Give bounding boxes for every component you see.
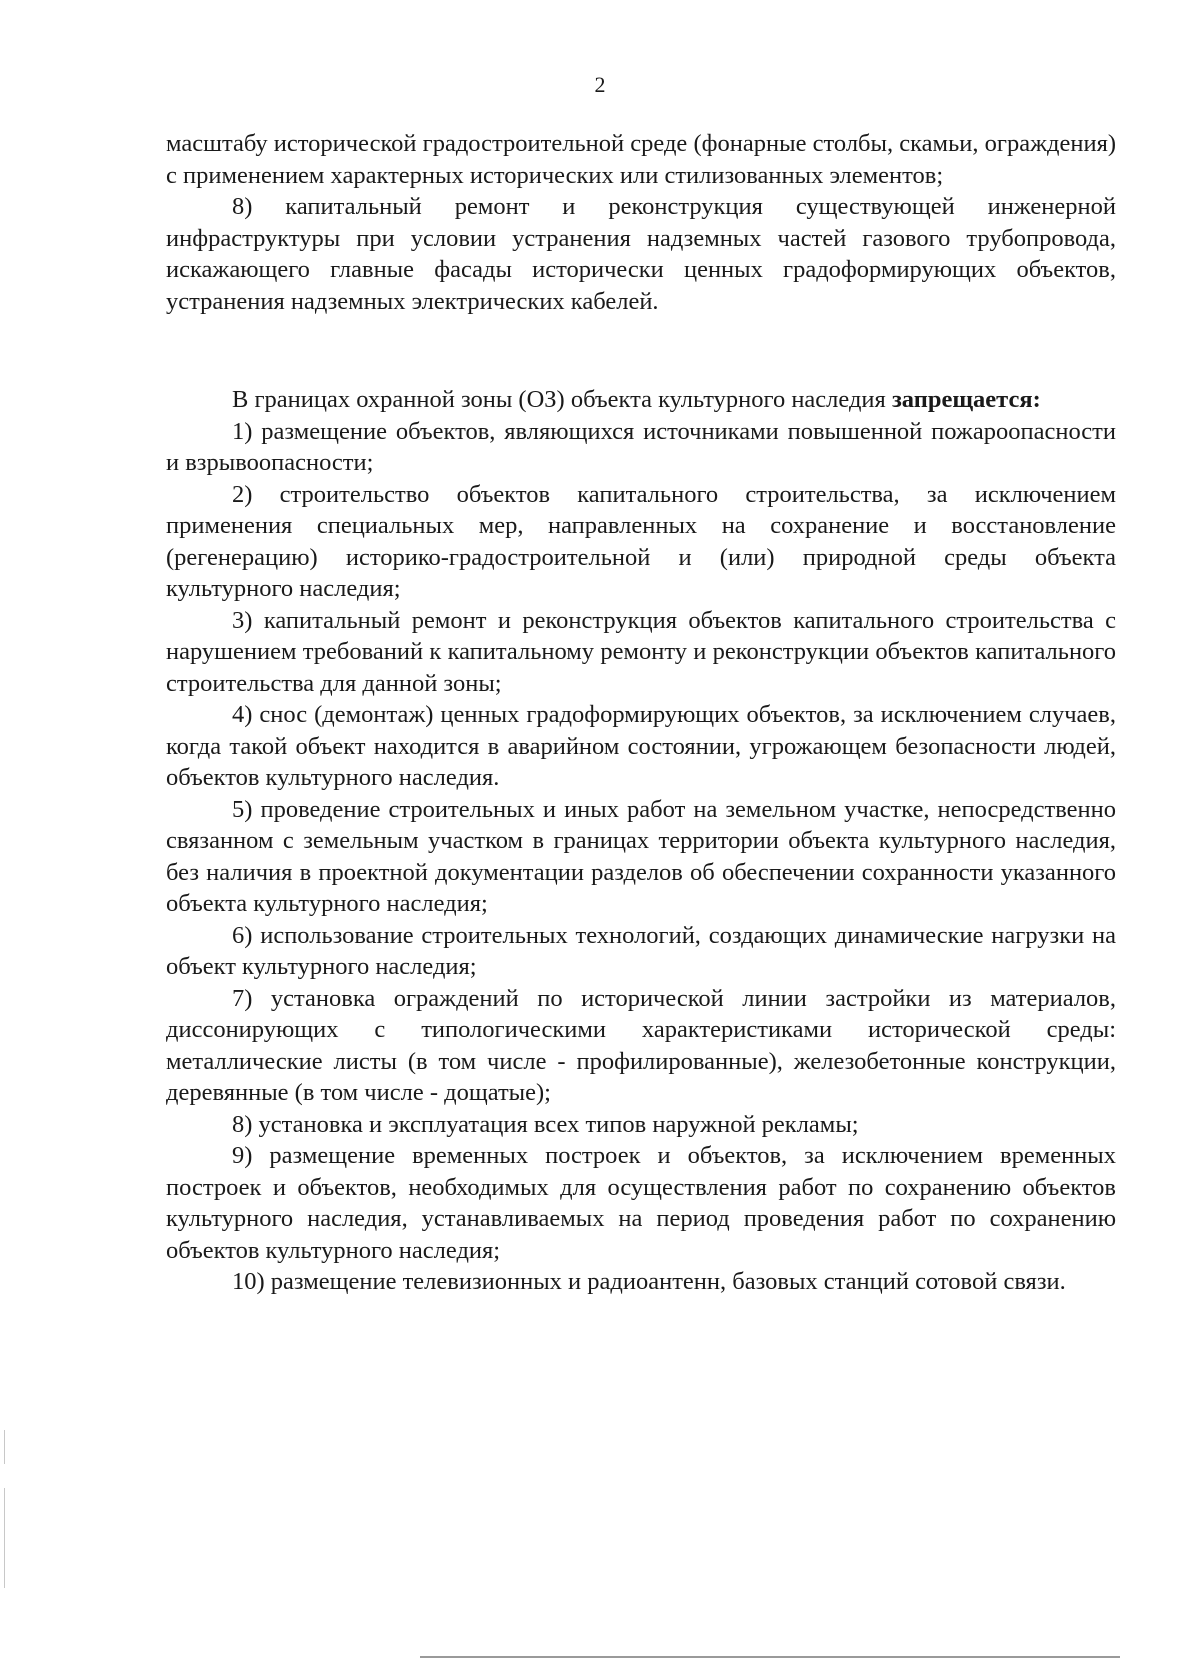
list-item: 6) использование строительных технологий, создающих динамические нагрузки на объект культурного наследия;	[166, 921, 1116, 980]
list-item: 10) размещение телевизионных и радиоантенн, базовых станций сотовой связи.	[232, 1268, 1066, 1295]
list-item: 8) капитальный ремонт и реконструкция существующей инженерной инфраструктуры при условии устранения надземных частей газового трубопровода, искажающего главные фасады исторически ценных градоформирующих объектов, устранения надземных электрических кабелей.	[166, 193, 1116, 315]
list-item: 9) размещение временных построек и объектов, за исключением временных построек и объектов, необходимых для осуществления работ по сохранению объектов культурного наследия, устанавливаемых на период проведения работ по сохранению объектов культурного наследия;	[166, 1142, 1116, 1264]
list-item: 2) строительство объектов капитального строительства, за исключением применения специальных мер, направленных на сохранение и восстановление (регенерацию) историко-градостроительной и (или) природной среды объекта культурного наследия;	[166, 480, 1116, 602]
zone-intro-bold: запрещается:	[891, 386, 1041, 413]
zone-intro-text: В границах охранной зоны (ОЗ) объекта культурного наследия	[232, 386, 886, 413]
list-item: 3) капитальный ремонт и реконструкция объектов капитального строительства с нарушением требований к капитальному ремонту и реконструкции объектов капитального строительства для данной зоны;	[166, 606, 1116, 697]
list-item: 7) установка ограждений по исторической линии застройки из материалов, диссонирующих с типологическими характеристиками исторической среды: металлические листы (в том числе - профилированные), железобетонные конструкции, деревянные (в том числе - дощатые);	[166, 984, 1116, 1106]
list-item: 5) проведение строительных и иных работ на земельном участке, непосредственно связанном с земельным участком в границах территории объекта культурного наследия, без наличия в проектной документации разделов об обеспечении сохранности указанного объекта культурного наследия;	[166, 795, 1116, 917]
list-item: 8) установка и эксплуатация всех типов наружной рекламы;	[232, 1110, 859, 1138]
bottom-rule	[420, 1656, 1120, 1658]
scan-margin-mark	[4, 1430, 5, 1464]
scan-margin-mark	[4, 1488, 5, 1588]
list-item: 1) размещение объектов, являющихся источниками повышенной пожароопасности и взрывоопасности;	[166, 417, 1116, 476]
page-number: 2	[594, 72, 606, 97]
text-block-top	[166, 128, 1116, 317]
text-block-zone	[166, 384, 1116, 1298]
paragraph-continuation: масштабу исторической градостроительной среде (фонарные столбы, скамьи, ограждения) с применением характерных исторических или стилизованных элементов;	[166, 130, 1116, 189]
list-item: 4) снос (демонтаж) ценных градоформирующих объектов, за исключением случаев, когда такой объект находится в аварийном состоянии, угрожающем безопасности людей, объектов культурного наследия.	[166, 701, 1116, 791]
zone-intro	[166, 384, 1116, 416]
